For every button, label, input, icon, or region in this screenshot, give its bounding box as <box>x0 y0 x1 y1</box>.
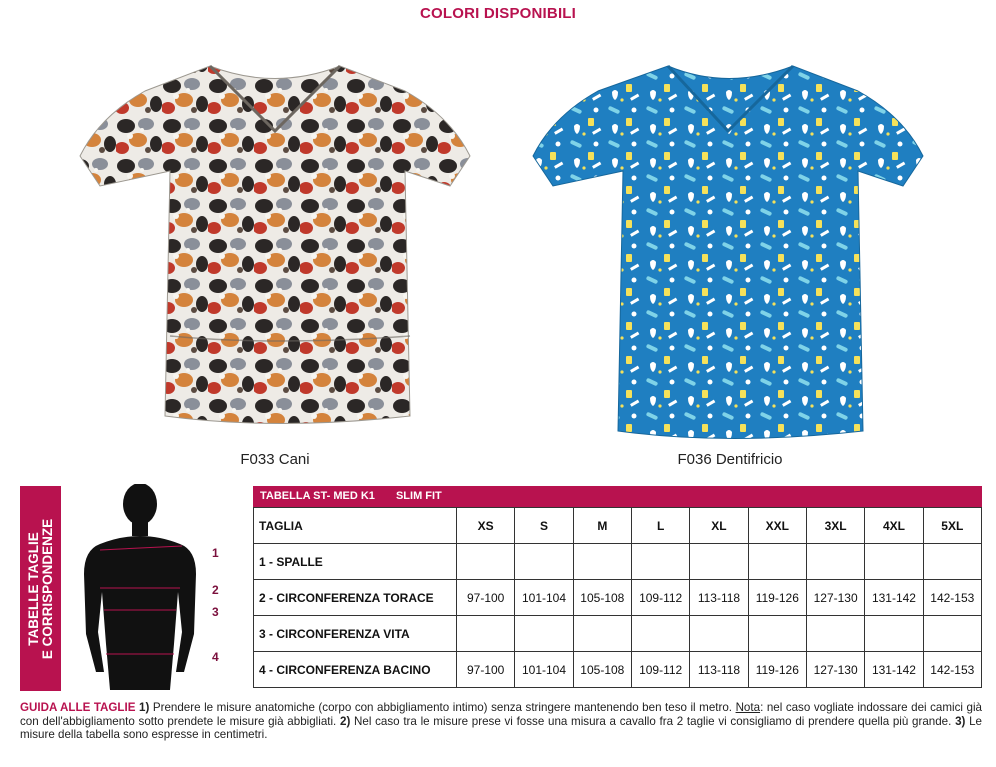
table-cell <box>690 544 748 580</box>
table-column-header: 5XL <box>923 508 981 544</box>
table-cell <box>515 544 573 580</box>
table-cell: 142-153 <box>923 652 981 688</box>
table-cell <box>923 616 981 652</box>
table-row-label: 2 - CIRCONFERENZA TORACE <box>254 580 457 616</box>
table-cell <box>923 544 981 580</box>
size-table-model: TABELLA ST- MED K1 <box>260 490 375 502</box>
table-cell: 109-112 <box>631 580 689 616</box>
table-cell <box>690 616 748 652</box>
table-column-header: L <box>631 508 689 544</box>
table-cell: 113-118 <box>690 580 748 616</box>
size-guide-lead: GUIDA ALLE TAGLIE <box>20 701 136 714</box>
table-row <box>254 580 982 616</box>
table-cell <box>631 616 689 652</box>
measure-marker-1: 1 <box>212 546 219 560</box>
table-cell: 131-142 <box>865 652 923 688</box>
side-tab-line-2: E CORRISPONDENZE <box>39 518 55 659</box>
table-cell: 131-142 <box>865 580 923 616</box>
table-cell <box>457 544 515 580</box>
table-cell: 109-112 <box>631 652 689 688</box>
guide-step-text: Nel caso tra le misure prese vi fosse una misura a cavallo fra 2 taglie vi consigliamo di prendere quella più grande. <box>350 714 956 728</box>
table-cell <box>515 616 573 652</box>
table-cell <box>748 544 806 580</box>
table-cell: 113-118 <box>690 652 748 688</box>
guide-step-text: Prendere le misure anatomiche (corpo con abbigliamento intimo) senza stringere mantenendo ben teso il metro. <box>149 701 736 714</box>
table-cell <box>865 616 923 652</box>
page-title: COLORI DISPONIBILI <box>419 5 577 22</box>
scrub-top-dogs-image <box>70 36 480 446</box>
measure-marker-3: 3 <box>212 605 219 619</box>
table-cell: 105-108 <box>573 652 631 688</box>
table-column-header: XS <box>457 508 515 544</box>
guide-step-number: 2) <box>340 714 351 728</box>
table-cell: 127-130 <box>806 652 864 688</box>
table-row-label: 1 - SPALLE <box>254 544 457 580</box>
table-row <box>254 652 982 688</box>
table-cell: 105-108 <box>573 580 631 616</box>
table-column-header: 3XL <box>806 508 864 544</box>
table-cell: 119-126 <box>748 652 806 688</box>
table-cell: 119-126 <box>748 580 806 616</box>
table-cell <box>457 616 515 652</box>
scrub-top-toothpaste-image <box>528 36 933 446</box>
table-cell: 127-130 <box>806 580 864 616</box>
table-cell <box>806 544 864 580</box>
table-column-header: S <box>515 508 573 544</box>
table-column-header: XXL <box>748 508 806 544</box>
size-table-header <box>253 486 982 507</box>
table-cell <box>573 544 631 580</box>
table-cell: 97-100 <box>457 580 515 616</box>
side-tab-line-1: TABELLE TAGLIE <box>25 531 41 646</box>
body-silhouette-figure <box>78 484 218 690</box>
table-cell: 101-104 <box>515 580 573 616</box>
guide-step-number: 1) <box>139 701 150 714</box>
table-cell: 142-153 <box>923 580 981 616</box>
table-cell <box>865 544 923 580</box>
product-caption: F036 Dentifricio <box>677 451 783 468</box>
table-column-header: TAGLIA <box>254 508 457 544</box>
product-caption: F033 Cani <box>240 451 310 468</box>
guide-step-text: Le misure della tabella sono espresse in centimetri. <box>20 714 982 742</box>
size-table <box>253 486 982 688</box>
table-cell <box>748 616 806 652</box>
table-row-label: 3 - CIRCONFERENZA VITA <box>254 616 457 652</box>
table-column-header: M <box>573 508 631 544</box>
table-header-row <box>254 508 982 544</box>
table-column-header: XL <box>690 508 748 544</box>
table-cell <box>631 544 689 580</box>
guide-step-number: 3) <box>955 714 966 728</box>
table-cell: 97-100 <box>457 652 515 688</box>
measure-marker-4: 4 <box>212 650 219 664</box>
table-cell <box>573 616 631 652</box>
table-cell: 101-104 <box>515 652 573 688</box>
size-guide-text <box>20 701 982 742</box>
table-cell <box>806 616 864 652</box>
table-row <box>254 616 982 652</box>
guide-note-label: Nota <box>735 701 761 714</box>
size-table-grid <box>253 507 982 688</box>
table-row <box>254 544 982 580</box>
measure-marker-2: 2 <box>212 583 219 597</box>
table-column-header: 4XL <box>865 508 923 544</box>
table-row-label: 4 - CIRCONFERENZA BACINO <box>254 652 457 688</box>
size-table-fit: SLIM FIT <box>395 490 442 502</box>
guide-step-text: : nel caso vogliate indossare dei camici già con dell'abbigliamento sotto prendete le misure già abbigliati. <box>20 701 982 728</box>
